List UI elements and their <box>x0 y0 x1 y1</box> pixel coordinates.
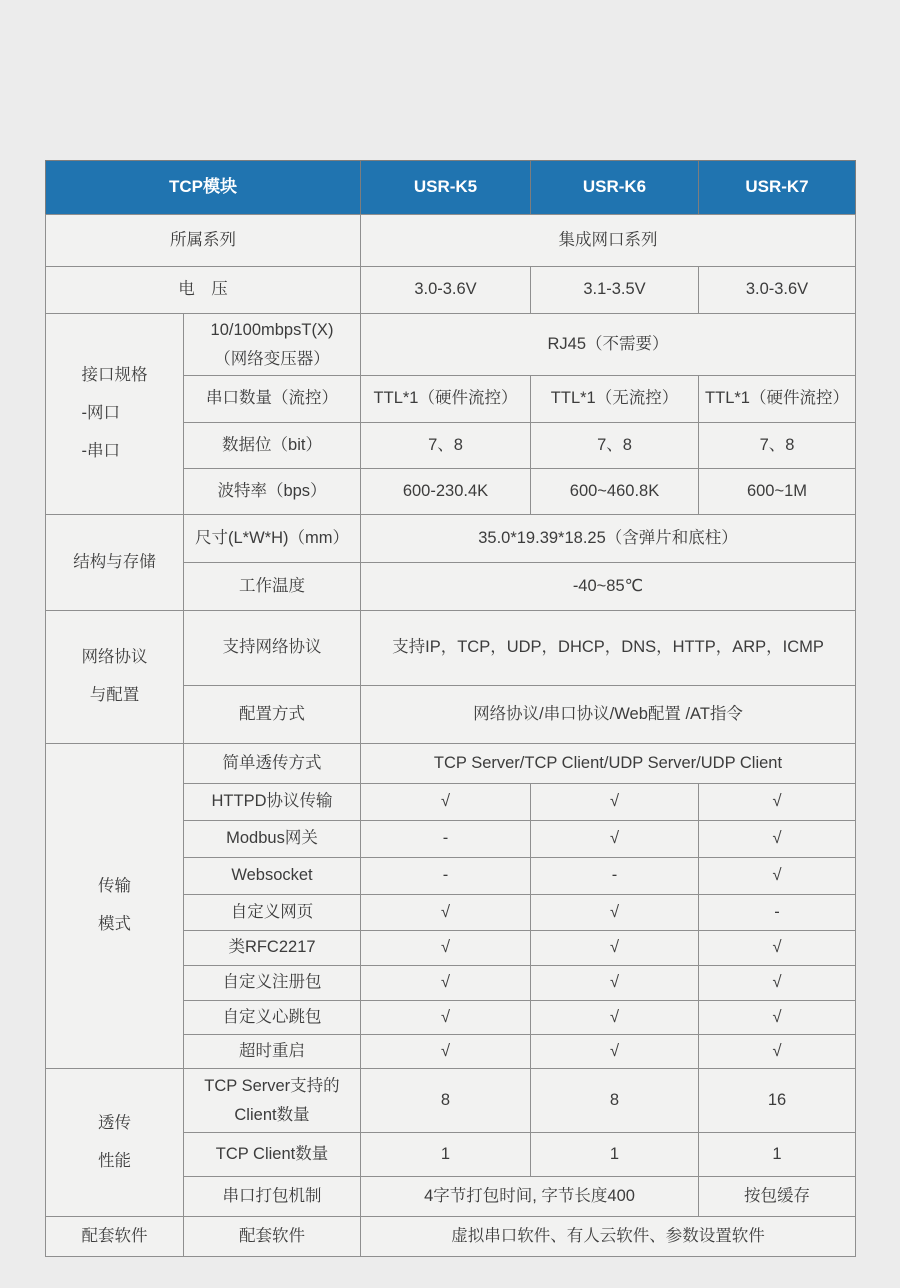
row-group-software: 配套软件 <box>46 1217 184 1257</box>
group-label-line: 模式 <box>98 915 131 933</box>
cell-value: 7、8 <box>531 423 699 469</box>
row-label <box>184 314 361 376</box>
row-label: 电 压 <box>46 267 361 314</box>
row-label: Modbus网关 <box>184 821 361 858</box>
row-label: 串口数量（流控） <box>184 376 361 423</box>
cell-value: 7、8 <box>699 423 856 469</box>
table-row <box>46 611 856 686</box>
row-group-performance <box>46 1069 184 1217</box>
cell-value: TTL*1（硬件流控） <box>361 376 531 423</box>
cell-value: √ <box>699 821 856 858</box>
group-label-line: -网口 <box>81 404 120 423</box>
cell-value: 3.0-3.6V <box>361 267 531 314</box>
header-cell-usr-k7: USR-K7 <box>699 161 856 215</box>
cell-value: √ <box>531 1035 699 1069</box>
table-row <box>46 744 856 784</box>
cell-value: √ <box>531 784 699 821</box>
row-label-line: TCP Server支持的 <box>204 1077 340 1096</box>
header-cell-usr-k6: USR-K6 <box>531 161 699 215</box>
row-label <box>184 1069 361 1133</box>
cell-value: 支持IP，TCP，UDP，DHCP，DNS，HTTP，ARP，ICMP <box>361 611 856 686</box>
cell-value: 按包缓存 <box>699 1177 856 1217</box>
cell-value: TCP Server/TCP Client/UDP Server/UDP Client <box>361 744 856 784</box>
row-label: 工作温度 <box>184 563 361 611</box>
cell-value: √ <box>531 931 699 966</box>
row-label: TCP Client数量 <box>184 1133 361 1177</box>
cell-value: 1 <box>361 1133 531 1177</box>
cell-value: 7、8 <box>361 423 531 469</box>
cell-value: √ <box>531 1001 699 1035</box>
cell-value: 4字节打包时间, 字节长度400 <box>361 1177 699 1217</box>
row-label: 自定义网页 <box>184 895 361 931</box>
cell-value: 35.0*19.39*18.25（含弹片和底柱） <box>361 515 856 563</box>
cell-value: TTL*1（无流控） <box>531 376 699 423</box>
cell-value: √ <box>531 966 699 1001</box>
cell-value: √ <box>361 1001 531 1035</box>
group-label-line: 网络协议 <box>81 648 148 667</box>
row-group-transmission <box>46 744 184 1069</box>
row-group-protocol <box>46 611 184 744</box>
row-label: 数据位（bit） <box>184 423 361 469</box>
cell-value: 3.0-3.6V <box>699 267 856 314</box>
row-label: 自定义心跳包 <box>184 1001 361 1035</box>
cell-value: 虚拟串口软件、有人云软件、参数设置软件 <box>361 1217 856 1257</box>
cell-value: 600-230.4K <box>361 469 531 515</box>
row-label-line: 10/100mbpsT(X) <box>210 321 334 340</box>
cell-value: √ <box>699 966 856 1001</box>
table-header-row <box>46 161 856 215</box>
cell-value: √ <box>361 931 531 966</box>
cell-value: √ <box>361 784 531 821</box>
cell-value: 600~460.8K <box>531 469 699 515</box>
row-label: 自定义注册包 <box>184 966 361 1001</box>
cell-value: √ <box>361 1035 531 1069</box>
group-label-line: 透传 <box>98 1113 131 1132</box>
row-group-structure: 结构与存储 <box>46 515 184 611</box>
cell-value: √ <box>531 895 699 931</box>
cell-value: 16 <box>699 1069 856 1133</box>
row-group-interface <box>46 314 184 515</box>
row-label: 配套软件 <box>184 1217 361 1257</box>
cell-value: 600~1M <box>699 469 856 515</box>
cell-value: √ <box>699 1035 856 1069</box>
group-label-line: 性能 <box>98 1151 131 1170</box>
cell-value: 1 <box>531 1133 699 1177</box>
group-label-line: -串口 <box>81 441 120 460</box>
row-label: 尺寸(L*W*H)（mm） <box>184 515 361 563</box>
group-label-line: 与配置 <box>89 686 140 704</box>
cell-value: - <box>361 858 531 895</box>
cell-value: TTL*1（硬件流控） <box>699 376 856 423</box>
table-row <box>46 1069 856 1133</box>
table-row <box>46 215 856 267</box>
cell-value: √ <box>361 966 531 1001</box>
row-label: 类RFC2217 <box>184 931 361 966</box>
row-label: 支持网络协议 <box>184 611 361 686</box>
group-label-line: 接口规格 <box>81 366 148 385</box>
row-label: 波特率（bps） <box>184 469 361 515</box>
table-row <box>46 314 856 376</box>
cell-value: √ <box>699 858 856 895</box>
row-label-line: （网络变压器） <box>214 349 330 368</box>
cell-value: 3.1-3.5V <box>531 267 699 314</box>
table-row <box>46 267 856 314</box>
cell-value: 8 <box>531 1069 699 1133</box>
row-label: 所属系列 <box>46 215 361 267</box>
cell-value: -40~85℃ <box>361 563 856 611</box>
cell-value: √ <box>361 895 531 931</box>
cell-value: 网络协议/串口协议/Web配置 /AT指令 <box>361 686 856 744</box>
cell-value: 1 <box>699 1133 856 1177</box>
cell-value: RJ45（不需要） <box>361 314 856 376</box>
cell-value: √ <box>531 821 699 858</box>
header-cell-tcp-module: TCP模块 <box>46 161 361 215</box>
cell-value: √ <box>699 1001 856 1035</box>
table-row <box>46 1217 856 1257</box>
spec-table <box>45 160 856 1257</box>
row-label: Websocket <box>184 858 361 895</box>
cell-value: - <box>361 821 531 858</box>
cell-value: - <box>699 895 856 931</box>
cell-value: √ <box>699 784 856 821</box>
row-label: 串口打包机制 <box>184 1177 361 1217</box>
header-cell-usr-k5: USR-K5 <box>361 161 531 215</box>
cell-value: √ <box>699 931 856 966</box>
group-label-line: 传输 <box>98 877 131 896</box>
row-label-line: Client数量 <box>234 1105 310 1124</box>
row-label: 配置方式 <box>184 686 361 744</box>
row-label: 超时重启 <box>184 1035 361 1069</box>
table-row <box>46 515 856 563</box>
cell-value: 集成网口系列 <box>361 215 856 267</box>
cell-value: 8 <box>361 1069 531 1133</box>
row-label: 简单透传方式 <box>184 744 361 784</box>
cell-value: - <box>531 858 699 895</box>
row-label: HTTPD协议传输 <box>184 784 361 821</box>
